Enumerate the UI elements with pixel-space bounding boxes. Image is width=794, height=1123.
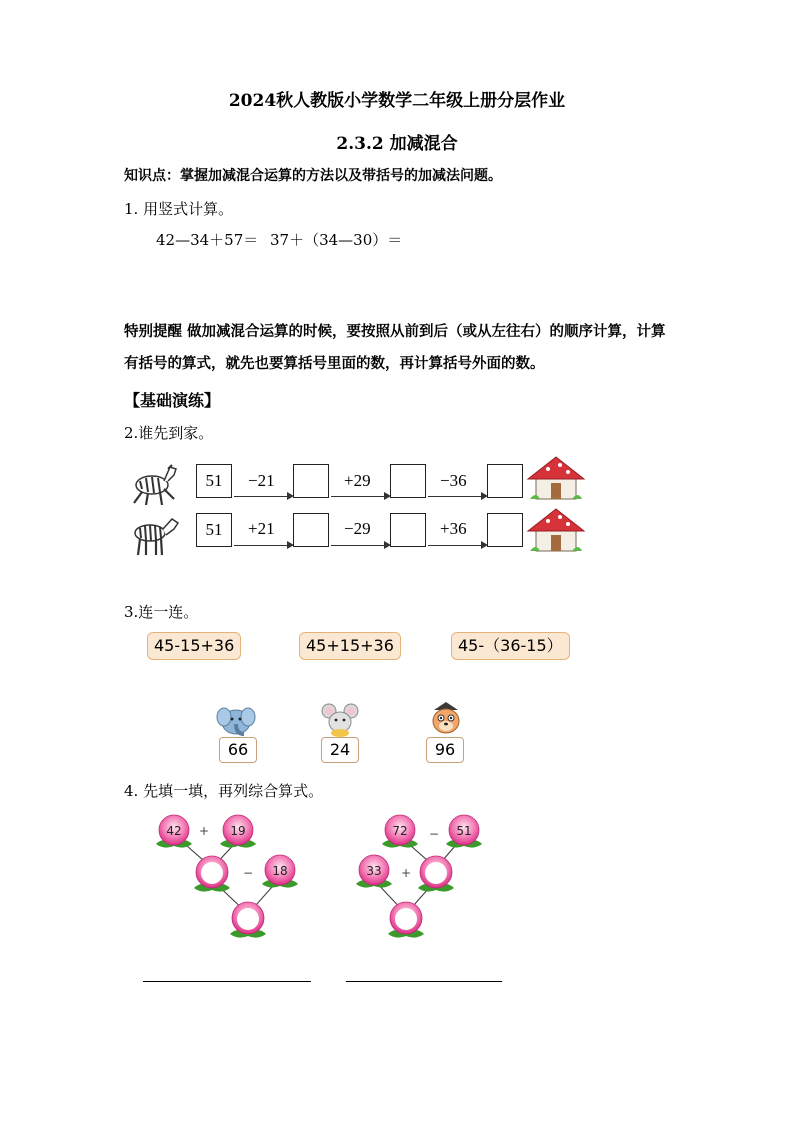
tip-line-2: 有括号的算式，就先也要算括号里面的数，再计算括号外面的数。 bbox=[124, 355, 545, 372]
row1-arrow-1 bbox=[234, 496, 292, 497]
row2-answer-box-2[interactable] bbox=[390, 513, 426, 547]
q1-expr-1: 42—34＋57＝ bbox=[156, 231, 259, 249]
left-number-a: 42 bbox=[166, 824, 182, 838]
q4-label: 4. 先填一填，再列综合算式。 bbox=[124, 782, 324, 800]
page-title: 2024秋人教版小学数学二年级上册分层作业 bbox=[228, 91, 566, 111]
house-icon bbox=[526, 507, 586, 553]
left-number-b: 19 bbox=[230, 824, 246, 838]
row1-arrow-2 bbox=[331, 496, 389, 497]
zebra-icon bbox=[128, 459, 180, 507]
right-blank-peach-2[interactable] bbox=[388, 902, 424, 938]
right-answer-line[interactable] bbox=[346, 981, 502, 982]
row2-answer-box-1[interactable] bbox=[293, 513, 329, 547]
dog-icon bbox=[426, 700, 466, 738]
row1-op-2: +29 bbox=[344, 471, 371, 490]
q1-label: 1. 用竖式计算。 bbox=[124, 200, 234, 218]
row1-start-box: 51 bbox=[196, 464, 232, 498]
left-tree bbox=[156, 815, 298, 938]
right-number-c: 33 bbox=[366, 864, 382, 878]
row2-op-1: +21 bbox=[248, 519, 275, 538]
answer-card-2[interactable]: 24 bbox=[321, 737, 359, 763]
right-op-1: − bbox=[428, 827, 440, 841]
expression-card-3[interactable]: 45-（36-15） bbox=[451, 632, 570, 660]
row2-answer-box-3[interactable] bbox=[487, 513, 523, 547]
expression-card-1[interactable]: 45-15+36 bbox=[147, 632, 241, 660]
row2-start-box: 51 bbox=[196, 513, 232, 547]
row2-arrow-2 bbox=[331, 545, 389, 546]
answer-card-3[interactable]: 96 bbox=[426, 737, 464, 763]
right-tree bbox=[356, 815, 482, 938]
q1-expr-2: 37＋（34—30）＝ bbox=[270, 231, 403, 249]
left-op-1: + bbox=[198, 824, 210, 838]
row1-arrow-3 bbox=[428, 496, 486, 497]
right-number-b: 51 bbox=[456, 824, 472, 838]
mouse-icon bbox=[320, 702, 360, 738]
left-op-2: − bbox=[242, 866, 254, 880]
row2-op-3: +36 bbox=[440, 519, 467, 538]
knowledge-point: 知识点：掌握加减混合运算的方法以及带括号的加减法问题。 bbox=[124, 168, 502, 184]
left-blank-peach-2[interactable] bbox=[230, 902, 266, 938]
right-blank-peach-1[interactable] bbox=[418, 856, 454, 892]
zebra-icon bbox=[128, 517, 180, 557]
row1-answer-box-3[interactable] bbox=[487, 464, 523, 498]
q2-label: 2.谁先到家。 bbox=[124, 424, 214, 442]
row2-op-2: −29 bbox=[344, 519, 371, 538]
row2-arrow-1 bbox=[234, 545, 292, 546]
answer-card-1[interactable]: 66 bbox=[219, 737, 257, 763]
row1-answer-box-1[interactable] bbox=[293, 464, 329, 498]
row1-op-3: −36 bbox=[440, 471, 467, 490]
expression-card-2[interactable]: 45+15+36 bbox=[299, 632, 401, 660]
race-diagram bbox=[124, 455, 589, 559]
left-number-c: 18 bbox=[272, 864, 288, 878]
peach-diagram bbox=[140, 808, 520, 948]
left-blank-peach-1[interactable] bbox=[194, 856, 230, 892]
right-op-2: + bbox=[400, 866, 412, 880]
lesson-subtitle: 2.3.2 加减混合 bbox=[336, 134, 458, 154]
elephant-icon bbox=[216, 702, 260, 738]
left-answer-line[interactable] bbox=[143, 981, 311, 982]
right-number-a: 72 bbox=[392, 824, 408, 838]
q3-label: 3.连一连。 bbox=[124, 603, 199, 621]
row2-arrow-3 bbox=[428, 545, 486, 546]
tip-line-1: 特别提醒 做加减混合运算的时候，要按照从前到后（或从左往右）的顺序计算，计算 bbox=[124, 323, 666, 340]
house-icon bbox=[526, 455, 586, 501]
row1-op-1: −21 bbox=[248, 471, 275, 490]
row1-answer-box-2[interactable] bbox=[390, 464, 426, 498]
section-heading: 【基础演练】 bbox=[124, 391, 221, 410]
